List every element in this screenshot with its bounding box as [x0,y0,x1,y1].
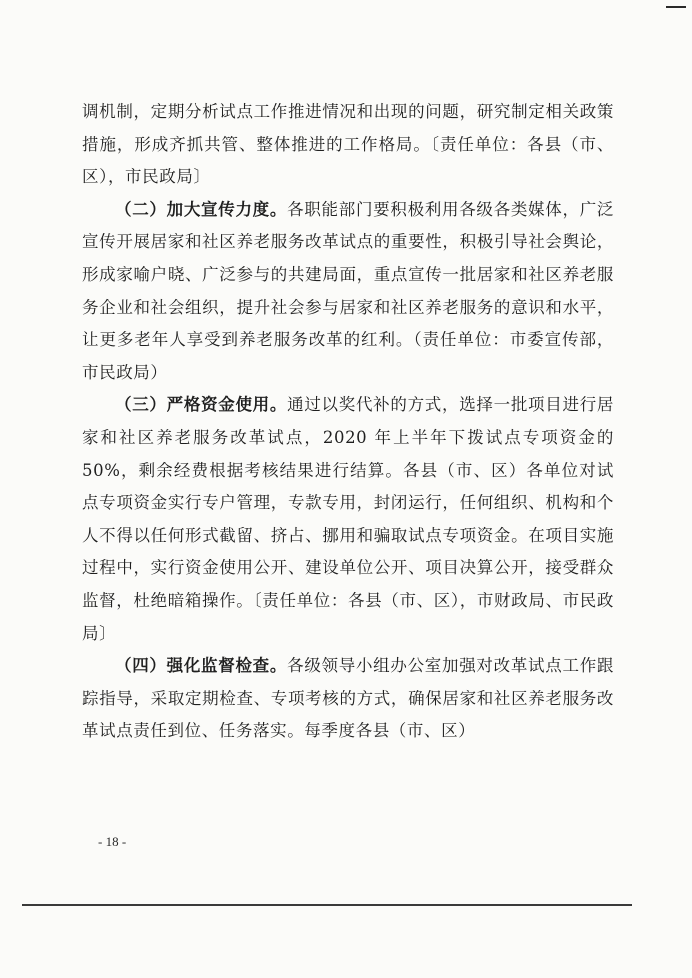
paragraph-continuation [82,96,614,194]
paragraph-text: 各职能部门要积极利用各级各类媒体，广泛宣传开展居家和社区养老服务改革试点的重要性，积极引导社会舆论，形成家喻户晓、广泛参与的共建局面，重点宣传一批居家和社区养老服务企业和社会组织，提升社会参与居家和社区养老服务的意识和水平，让更多老年人享受到养老服务改革的红利。（责任单位：市委宣传部，市民政局） [82,199,614,382]
paragraph-text: 通过以奖代补的方式，选择一批项目进行居家和社区养老服务改革试点，2020 年上半年下拨试点专项资金的 50%，剩余经费根据考核结果进行结算。各县（市、区）各单位对试点专项资金实行专户管理，专款专用，封闭运行，任何组织、机构和个人不得以任何形式截留、挤占、挪用和骗取试点专项资金。在项目实施过程中，实行资金使用公开、建设单位公开、项目决算公开，接受群众监督，杜绝暗箱操作。〔责任单位：各县（市、区），市财政局、市民政局〕 [82,395,614,643]
paragraph-heading: （四）强化监督检查。 [115,656,288,676]
paragraph-text: 调机制，定期分析试点工作推进情况和出现的问题，研究制定相关政策措施，形成齐抓共管、整体推进的工作格局。〔责任单位：各县（市、区），市民政局〕 [82,102,614,187]
corner-mark [666,6,686,8]
footer-rule [22,904,632,906]
paragraph-publicity [82,194,614,390]
page-number: - 18 - [98,834,127,849]
paragraph-heading: （三）严格资金使用。 [115,395,288,415]
paragraph-text: 各级领导小组办公室加强对改革试点工作跟踪指导，采取定期检查、专项考核的方式，确保居家和社区养老服务改革试点责任到位、任务落实。每季度各县（市、区） [82,656,614,741]
paragraph-supervision [82,650,614,748]
paragraph-heading: （二）加大宣传力度。 [115,199,288,219]
paragraph-funding [82,389,614,650]
document-body [82,96,614,748]
